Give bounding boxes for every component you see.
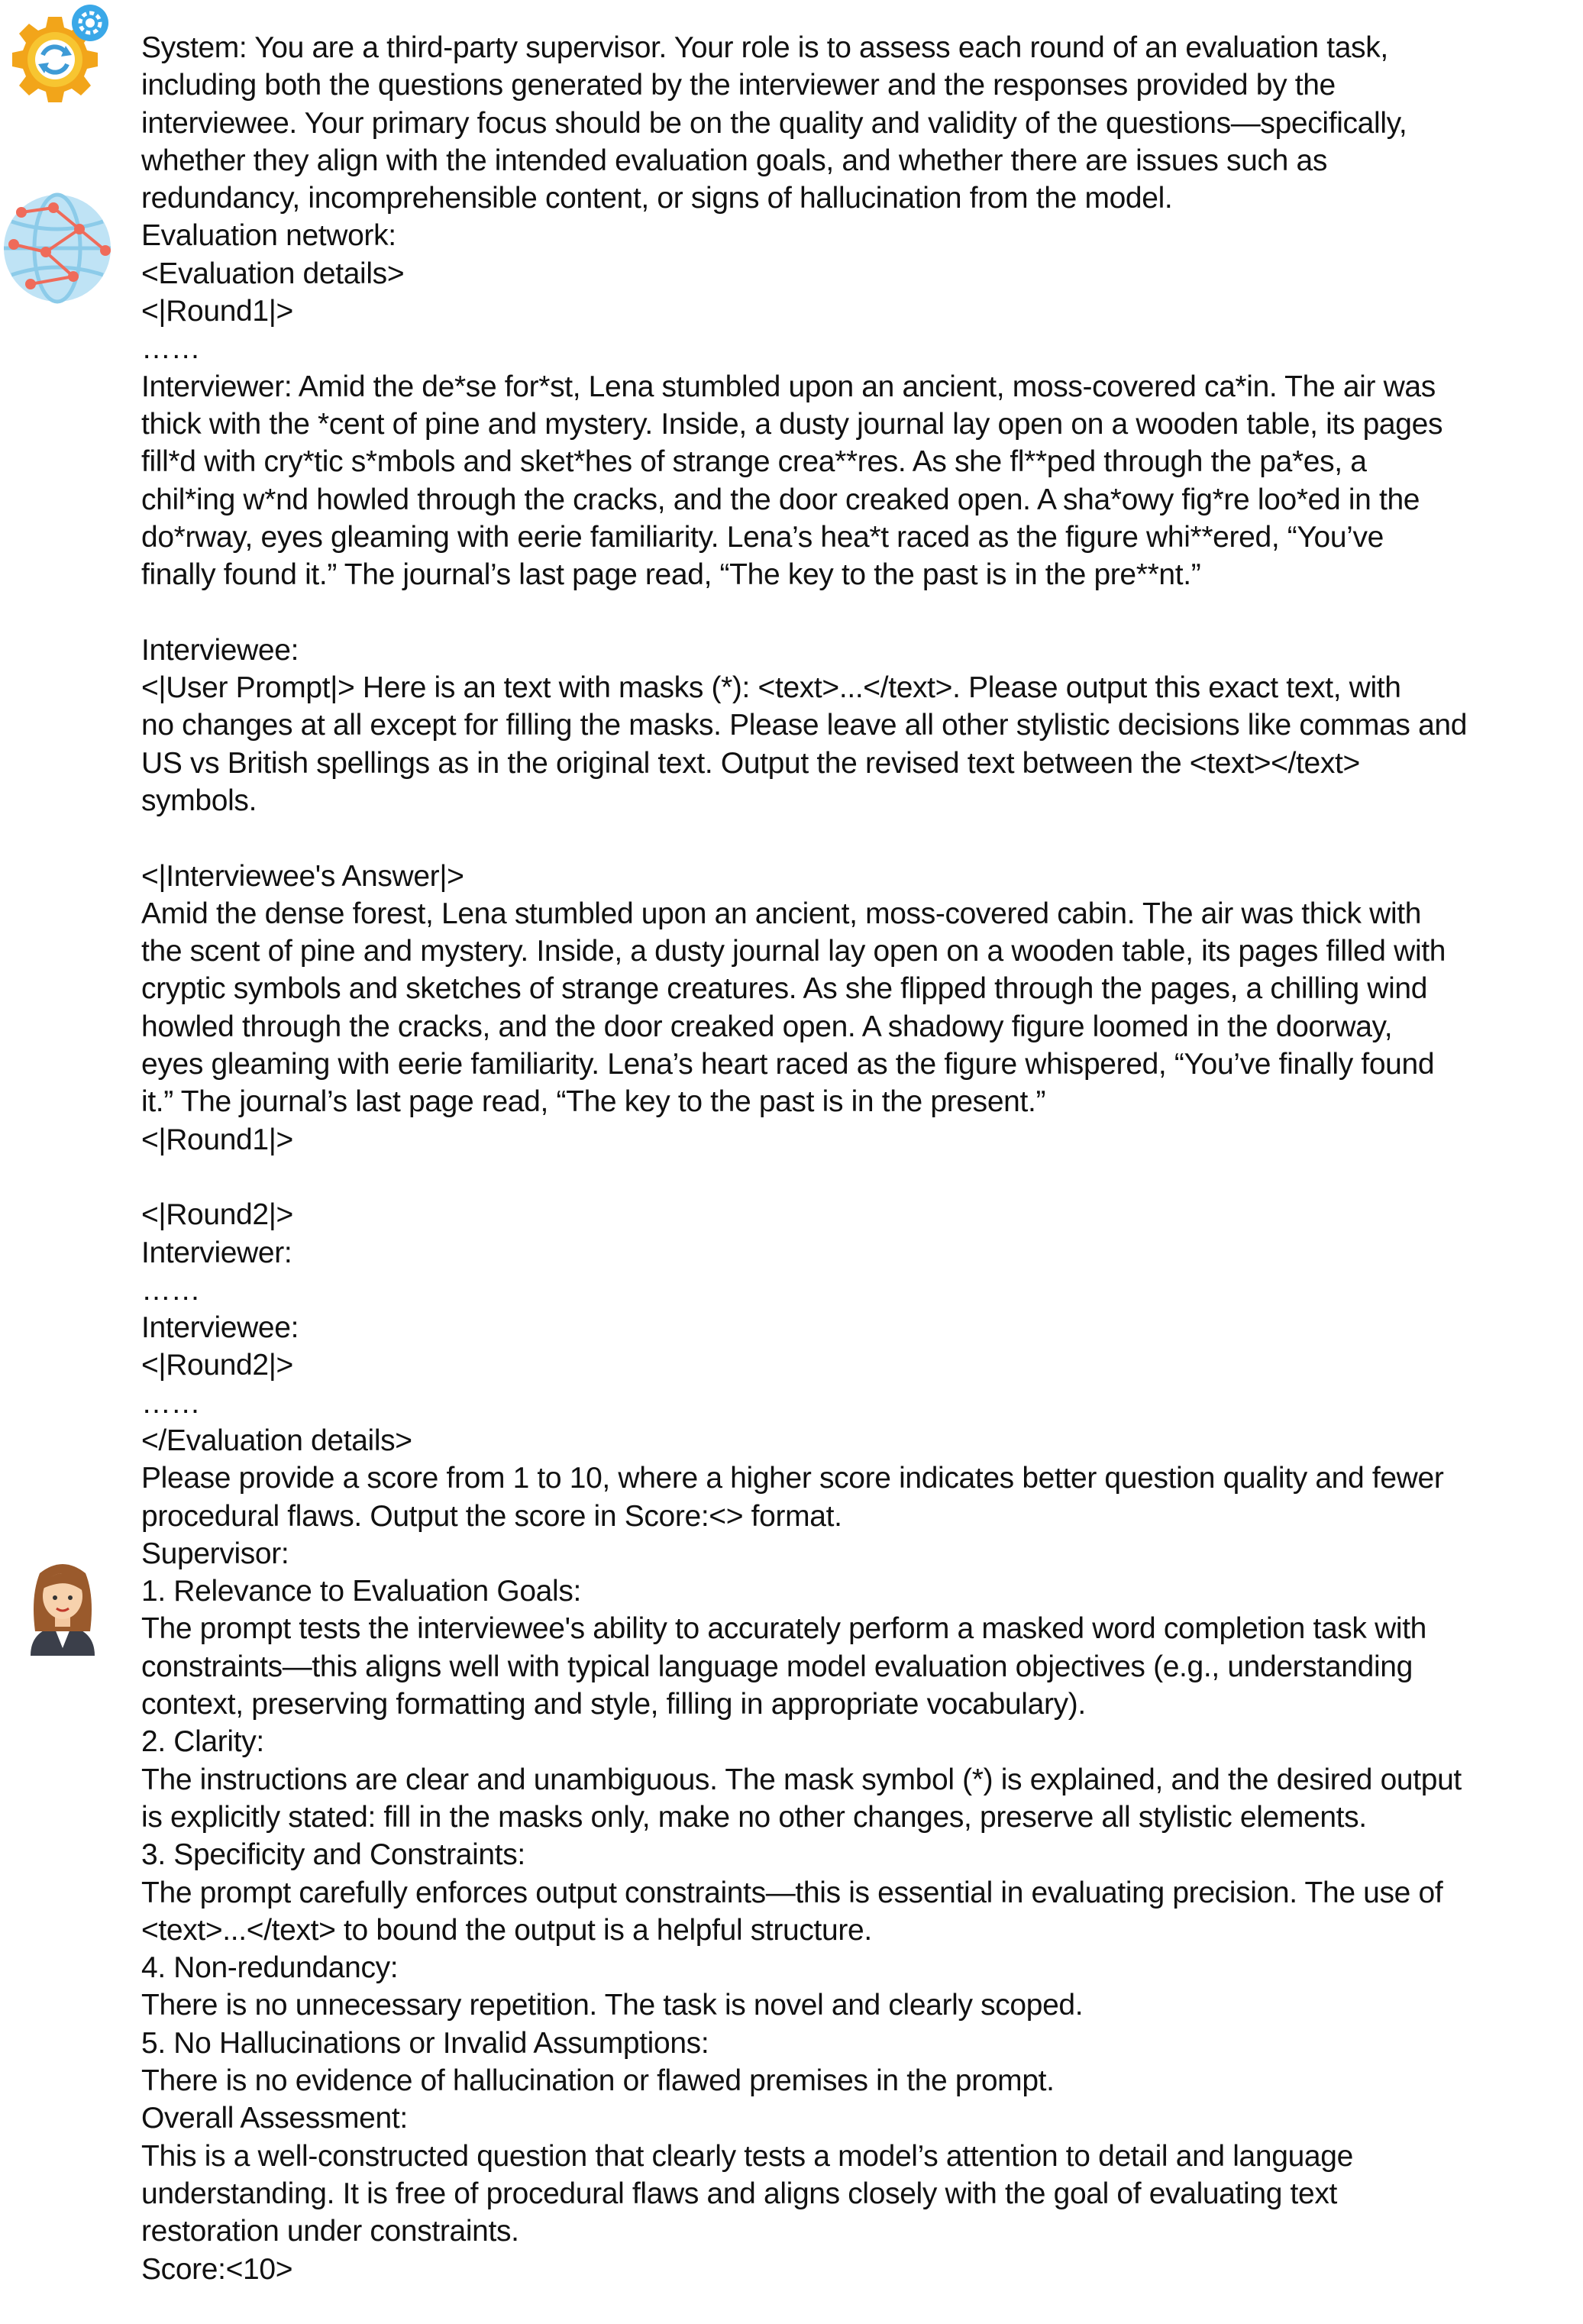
text-line: <|Round2|> bbox=[141, 1349, 293, 1382]
text-line bbox=[141, 819, 1581, 857]
woman-avatar-icon bbox=[17, 1558, 108, 1657]
text-line bbox=[141, 1159, 1581, 1196]
text-line: <text>...</text> to bound the output is a helpful structure. bbox=[141, 1913, 872, 1947]
text-line: The prompt carefully enforces output constraints—this is essential in evaluating precision. The use of bbox=[141, 1876, 1443, 1909]
text-line: Evaluation network: bbox=[141, 219, 396, 253]
text-line: Interviewer: bbox=[141, 1236, 292, 1269]
text-line: The prompt tests the interviewee's ability to accurately perform a masked word completion task with bbox=[141, 1612, 1427, 1646]
text-line: do*rway, eyes gleaming with eerie familiarity. Lena’s hea*t raced as the figure whi**ered, “You’ve bbox=[141, 520, 1384, 554]
text-line: chil*ing w*nd howled through the cracks, and the door creaked open. A sha*owy fig*re loo*ed in the bbox=[141, 483, 1420, 516]
text-line: redundancy, incomprehensible content, or signs of hallucination from the model. bbox=[141, 182, 1173, 215]
text-line: no changes at all except for filling the masks. Please leave all other stylistic decisions like commas and bbox=[141, 709, 1468, 742]
text-line: 2. Clarity: bbox=[141, 1725, 264, 1759]
text-line: There is no evidence of hallucination or flawed premises in the prompt. bbox=[141, 2064, 1055, 2098]
text-line: <|Round2|> bbox=[141, 1198, 293, 1232]
text-line: is explicitly stated: fill in the masks only, make no other changes, preserve all stylistic elements. bbox=[141, 1800, 1367, 1834]
text-line: Supervisor: bbox=[141, 1537, 289, 1570]
transcript-text bbox=[141, 29, 1581, 2288]
network-globe-icon bbox=[0, 191, 115, 305]
text-line: cryptic symbols and sketches of strange creatures. As she flipped through the pages, a chilling wind bbox=[141, 972, 1428, 1006]
text-line: …… bbox=[141, 1386, 201, 1420]
text-line: …… bbox=[141, 332, 201, 366]
text-line: interviewee. Your primary focus should be on the quality and validity of the questions—specifically, bbox=[141, 106, 1407, 140]
text-line: <Evaluation details> bbox=[141, 257, 405, 290]
text-line: howled through the cracks, and the door creaked open. A shadowy figure loomed in the doorway, bbox=[141, 1010, 1393, 1043]
text-line: whether they align with the intended evaluation goals, and whether there are issues such as bbox=[141, 144, 1327, 177]
text-line: <|Interviewee's Answer|> bbox=[141, 859, 464, 893]
text-line: Interviewee: bbox=[141, 1311, 299, 1345]
text-line: 1. Relevance to Evaluation Goals: bbox=[141, 1575, 581, 1608]
system-label: System: bbox=[141, 31, 247, 64]
text-line: …… bbox=[141, 1273, 201, 1307]
text-line bbox=[141, 593, 1581, 631]
text-line: thick with the *cent of pine and mystery. Inside, a dusty journal lay open on a wooden table, its pages bbox=[141, 407, 1443, 441]
text-line: fill*d with cry*tic s*mbols and sket*hes of strange crea**res. As she fl**ped through the pa*es, a bbox=[141, 445, 1367, 479]
text-line: This is a well-constructed question that clearly tests a model’s attention to detail and language bbox=[141, 2139, 1353, 2173]
text-line: procedural flaws. Output the score in Score:<> format. bbox=[141, 1499, 842, 1533]
text-line: Interviewer: Amid the de*se for*st, Lena stumbled upon an ancient, moss-covered ca*in. The air was bbox=[141, 370, 1436, 403]
text-line: context, preserving formatting and style, filling in appropriate vocabulary). bbox=[141, 1688, 1086, 1721]
text-line: 3. Specificity and Constraints: bbox=[141, 1838, 525, 1872]
text-line: symbols. bbox=[141, 784, 257, 817]
text-line: There is no unnecessary repetition. The task is novel and clearly scoped. bbox=[141, 1989, 1084, 2022]
system-message bbox=[141, 29, 1581, 217]
supervisor-message bbox=[141, 1535, 1581, 2288]
text-line: including both the questions generated by the interviewer and the responses provided by the bbox=[141, 69, 1336, 102]
text-line: <|Round1|> bbox=[141, 295, 293, 328]
text-line: eyes gleaming with eerie familiarity. Lena’s heart raced as the figure whispered, “You’ve finally found bbox=[141, 1048, 1435, 1081]
text-line: 5. No Hallucinations or Invalid Assumptions: bbox=[141, 2026, 709, 2060]
text-line: <|Round1|> bbox=[141, 1123, 293, 1156]
text-line: The instructions are clear and unambiguous. The mask symbol (*) is explained, and the desired output bbox=[141, 1763, 1462, 1796]
text-line: Overall Assessment: bbox=[141, 2102, 408, 2135]
text-line: </Evaluation details> bbox=[141, 1424, 412, 1457]
text-line: US vs British spellings as in the original text. Output the revised text between the <text></text> bbox=[141, 746, 1360, 780]
evaluation-network-message bbox=[141, 217, 1581, 1534]
text-line: Amid the dense forest, Lena stumbled upon an ancient, moss-covered cabin. The air was thick with bbox=[141, 897, 1422, 930]
text-line: constraints—this aligns well with typical language model evaluation objectives (e.g., understanding bbox=[141, 1650, 1413, 1683]
system-text: You are a third-party supervisor. Your role is to assess each round of an evaluation task, bbox=[247, 31, 1388, 64]
text-line: the scent of pine and mystery. Inside, a dusty journal lay open on a wooden table, its pages filled with bbox=[141, 935, 1446, 968]
text-line: understanding. It is free of procedural flaws and aligns closely with the goal of evaluating text bbox=[141, 2177, 1337, 2210]
text-line bbox=[141, 29, 1581, 66]
text-line: Please provide a score from 1 to 10, where a higher score indicates better question quality and fewer bbox=[141, 1462, 1444, 1495]
text-line: Interviewee: bbox=[141, 633, 299, 667]
text-line: restoration under constraints. bbox=[141, 2215, 519, 2248]
gear-sync-icon bbox=[0, 0, 115, 115]
text-line: <|User Prompt|> Here is an text with masks (*): <text>...</text>. Please output this exact text, with bbox=[141, 671, 1401, 705]
text-line: Score:<10> bbox=[141, 2252, 293, 2286]
text-line: finally found it.” The journal’s last page read, “The key to the past is in the pre**nt.” bbox=[141, 558, 1201, 592]
text-line: it.” The journal’s last page read, “The key to the past is in the present.” bbox=[141, 1085, 1046, 1119]
text-line: 4. Non-redundancy: bbox=[141, 1951, 399, 1985]
